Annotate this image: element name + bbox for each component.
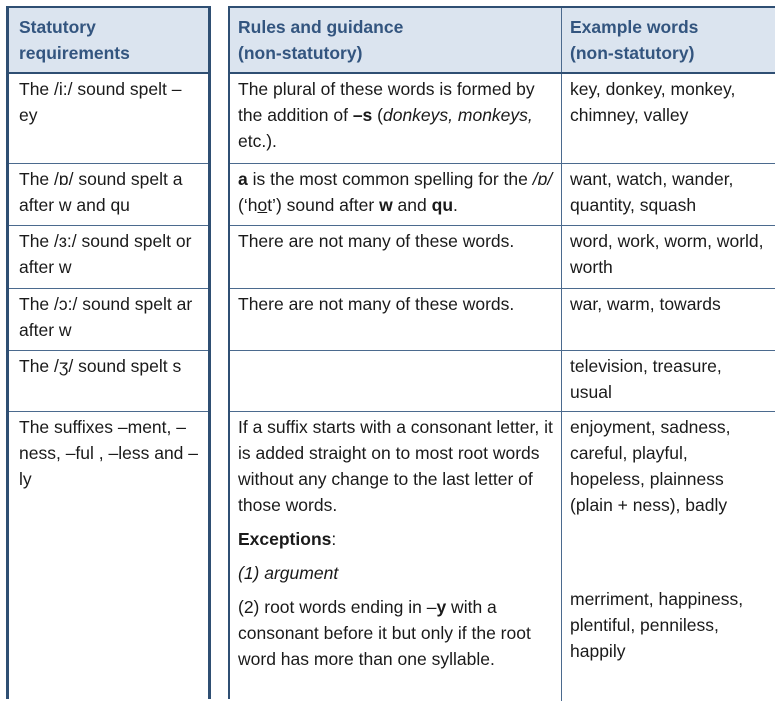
guidance-row-2: [230, 164, 775, 226]
examples-text: word, work, worm, world, worth: [570, 231, 764, 277]
statutory-row-4: [9, 289, 208, 351]
guidance-row-6: [230, 412, 775, 701]
rules-bold: y: [436, 597, 447, 617]
guidance-row-5: [230, 351, 775, 412]
examples-cell: [562, 226, 775, 288]
statutory-cell: The /ʒ/ sound spelt s: [19, 356, 182, 376]
statutory-row-3: [9, 226, 208, 289]
rules-cell: [230, 226, 562, 288]
statutory-cell: The suffixes –ment, –ness, –ful , –less and –ly: [19, 417, 198, 489]
rules-text: with a consonant before it but only if the root word has more than one syllable.: [238, 597, 531, 669]
examples-cell: [562, 164, 775, 225]
rules-text: etc.).: [238, 131, 277, 151]
rules-text: (: [372, 105, 383, 125]
rules-text: If a suffix starts with a consonant letter, it is added straight on to most root words without any change to the last letter of those words.: [238, 417, 553, 515]
rules-header: [230, 8, 562, 72]
rules-underlined: o: [257, 195, 268, 215]
rules-cell: [230, 412, 562, 701]
rules-italic: /ɒ/: [532, 169, 553, 189]
examples-cell: [562, 289, 775, 350]
rules-cell: [230, 289, 562, 350]
rules-text: is the most common spelling for the: [247, 169, 533, 189]
guidance-row-4: [230, 289, 775, 351]
rules-text: (2) root words ending in –: [238, 597, 437, 617]
guidance-table: [228, 6, 775, 699]
rules-text: The plural of these words is formed by the addition of: [238, 79, 535, 125]
rules-cell: [230, 74, 562, 163]
rules-text: There are not many of these words.: [238, 294, 515, 314]
rules-bold: qu: [431, 195, 454, 215]
statutory-cell: The /ɒ/ sound spelt a after w and qu: [19, 169, 183, 215]
exception-1: [238, 560, 553, 586]
examples-text: war, warm, towards: [570, 294, 721, 314]
examples-header: [562, 8, 775, 72]
statutory-cell: The /i:/ sound spelt –ey: [19, 79, 182, 125]
rules-text: and: [392, 195, 432, 215]
statutory-row-5: [9, 351, 208, 412]
examples-cell: [562, 412, 775, 701]
exception-1-text: (1) argument: [238, 563, 339, 583]
statutory-row-6: [9, 412, 208, 701]
statutory-cell: The /ɔ:/ sound spelt ar after w: [19, 294, 193, 340]
examples-text: key, donkey, monkey, chimney, valley: [570, 79, 736, 125]
rules-bold: a: [238, 169, 248, 189]
guidance-row-1: [230, 74, 775, 164]
guidance-row-3: [230, 226, 775, 289]
rules-text: t’) sound after: [267, 195, 380, 215]
examples-text: want, watch, wander, quantity, squash: [570, 169, 734, 215]
rules-header-text: Rules and guidance (non-statutory): [238, 17, 404, 63]
statutory-row-1: [9, 74, 208, 164]
statutory-table: [6, 6, 211, 699]
examples-exceptions-text: merriment, happiness, plentiful, penniless, happily: [570, 589, 744, 661]
statutory-header-text: Statutory requirements: [19, 17, 130, 63]
guidance-header: [230, 8, 775, 74]
rules-text: (‘h: [238, 195, 258, 215]
rules-cell: [230, 164, 562, 225]
exceptions-label: Exceptions: [238, 529, 332, 549]
rules-italic: donkeys, monkeys,: [382, 105, 533, 125]
rules-cell: [230, 351, 562, 411]
examples-text: television, treasure, usual: [570, 356, 722, 402]
exceptions-heading: [238, 526, 553, 552]
exception-2: [238, 594, 553, 672]
rules-bold: w: [379, 195, 393, 215]
examples-cell: [562, 351, 775, 411]
examples-header-text: Example words (non-statutory): [570, 17, 699, 63]
exceptions-colon: :: [331, 529, 337, 549]
examples-cell: [562, 74, 775, 163]
statutory-cell: The /ɜ:/ sound spelt or after w: [19, 231, 192, 277]
rules-text: .: [453, 195, 458, 215]
statutory-row-2: [9, 164, 208, 226]
statutory-header: [9, 8, 208, 74]
rules-text: There are not many of these words.: [238, 231, 515, 251]
rules-bold: –s: [352, 105, 373, 125]
examples-text: enjoyment, sadness, careful, playful, hopeless, plainness (plain + ness), badly: [570, 417, 731, 515]
